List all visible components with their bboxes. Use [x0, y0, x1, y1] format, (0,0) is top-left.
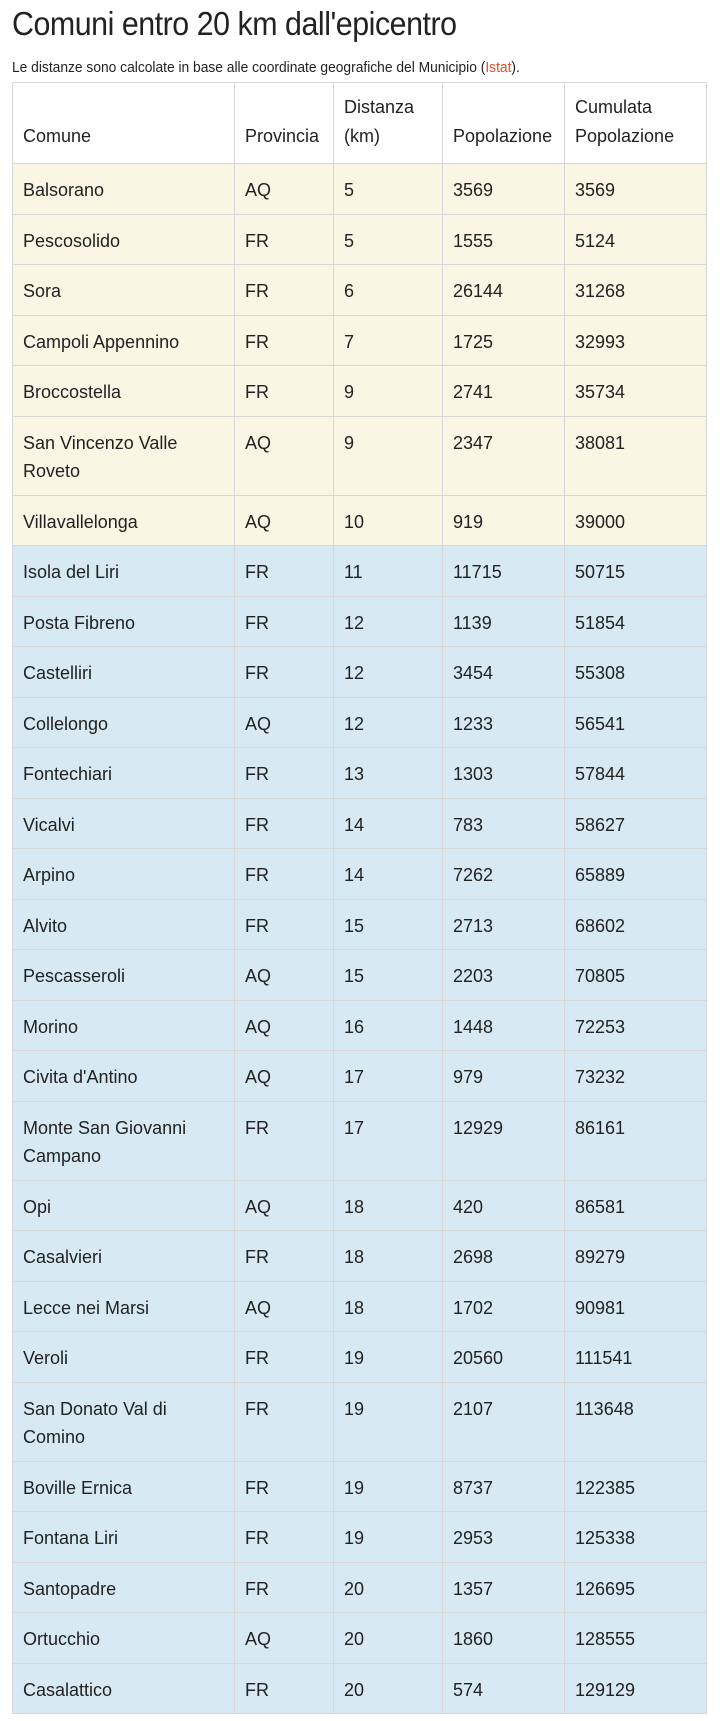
cell-popolazione: 1139 [443, 596, 565, 647]
cell-popolazione: 1555 [443, 214, 565, 265]
cell-provincia: FR [235, 748, 334, 799]
cell-cumulata: 35734 [565, 366, 707, 417]
cell-provincia: AQ [235, 1281, 334, 1332]
table-row [13, 1180, 707, 1231]
cell-provincia: FR [235, 315, 334, 366]
table-row [13, 416, 707, 495]
cell-comune: Fontechiari [13, 748, 235, 799]
cell-comune: Sora [13, 265, 235, 316]
cell-distanza: 16 [334, 1000, 443, 1051]
header-distanza: Distanza (km) [334, 83, 443, 164]
table-row [13, 214, 707, 265]
cell-popolazione: 1233 [443, 697, 565, 748]
table-row [13, 1613, 707, 1664]
cell-cumulata: 86161 [565, 1101, 707, 1180]
cell-distanza: 17 [334, 1101, 443, 1180]
cell-popolazione: 1303 [443, 748, 565, 799]
cell-comune: Posta Fibreno [13, 596, 235, 647]
cell-comune: Lecce nei Marsi [13, 1281, 235, 1332]
cell-popolazione: 2953 [443, 1512, 565, 1563]
cell-popolazione: 979 [443, 1051, 565, 1102]
subtitle-text: Le distanze sono calcolate in base alle coordinate geografiche del Municipio ( [12, 59, 486, 76]
cell-cumulata: 31268 [565, 265, 707, 316]
cell-comune: Civita d'Antino [13, 1051, 235, 1102]
cell-distanza: 14 [334, 798, 443, 849]
cell-distanza: 9 [334, 416, 443, 495]
cell-distanza: 19 [334, 1382, 443, 1461]
cell-popolazione: 1448 [443, 1000, 565, 1051]
table-row [13, 697, 707, 748]
cell-cumulata: 51854 [565, 596, 707, 647]
cell-distanza: 19 [334, 1512, 443, 1563]
cell-comune: Casalvieri [13, 1231, 235, 1282]
cell-distanza: 15 [334, 899, 443, 950]
cell-distanza: 18 [334, 1231, 443, 1282]
cell-provincia: AQ [235, 1051, 334, 1102]
cell-provincia: FR [235, 1101, 334, 1180]
cell-comune: Arpino [13, 849, 235, 900]
cell-popolazione: 2107 [443, 1382, 565, 1461]
cell-popolazione: 2698 [443, 1231, 565, 1282]
table-row [13, 1562, 707, 1613]
cell-cumulata: 5124 [565, 214, 707, 265]
table-body [13, 164, 707, 1714]
cell-popolazione: 2347 [443, 416, 565, 495]
cell-provincia: FR [235, 1663, 334, 1714]
cell-popolazione: 574 [443, 1663, 565, 1714]
cell-comune: Vicalvi [13, 798, 235, 849]
table-row [13, 164, 707, 215]
cell-distanza: 13 [334, 748, 443, 799]
cell-provincia: FR [235, 366, 334, 417]
comuni-table [12, 82, 707, 1714]
cell-popolazione: 420 [443, 1180, 565, 1231]
table-row [13, 950, 707, 1001]
cell-distanza: 17 [334, 1051, 443, 1102]
cell-comune: Morino [13, 1000, 235, 1051]
cell-provincia: AQ [235, 1613, 334, 1664]
cell-popolazione: 3454 [443, 647, 565, 698]
cell-cumulata: 32993 [565, 315, 707, 366]
table-row [13, 647, 707, 698]
cell-popolazione: 20560 [443, 1332, 565, 1383]
cell-distanza: 7 [334, 315, 443, 366]
cell-popolazione: 8737 [443, 1461, 565, 1512]
table-row [13, 899, 707, 950]
cell-distanza: 18 [334, 1281, 443, 1332]
table-row [13, 495, 707, 546]
table-row [13, 748, 707, 799]
cell-cumulata: 68602 [565, 899, 707, 950]
cell-cumulata: 111541 [565, 1332, 707, 1383]
cell-cumulata: 89279 [565, 1231, 707, 1282]
cell-cumulata: 56541 [565, 697, 707, 748]
cell-cumulata: 125338 [565, 1512, 707, 1563]
cell-provincia: FR [235, 1562, 334, 1613]
table-row [13, 1663, 707, 1714]
cell-comune: Boville Ernica [13, 1461, 235, 1512]
cell-distanza: 19 [334, 1461, 443, 1512]
table-row [13, 1281, 707, 1332]
cell-popolazione: 12929 [443, 1101, 565, 1180]
cell-distanza: 20 [334, 1613, 443, 1664]
cell-cumulata: 86581 [565, 1180, 707, 1231]
cell-cumulata: 122385 [565, 1461, 707, 1512]
cell-cumulata: 50715 [565, 546, 707, 597]
cell-distanza: 20 [334, 1663, 443, 1714]
table-row [13, 596, 707, 647]
header-provincia: Provincia [235, 83, 334, 164]
cell-distanza: 6 [334, 265, 443, 316]
table-header-row [13, 83, 707, 164]
cell-provincia: FR [235, 214, 334, 265]
cell-provincia: AQ [235, 950, 334, 1001]
cell-provincia: FR [235, 596, 334, 647]
cell-cumulata: 38081 [565, 416, 707, 495]
cell-comune: Opi [13, 1180, 235, 1231]
cell-distanza: 5 [334, 214, 443, 265]
table-row [13, 1231, 707, 1282]
cell-comune: Castelliri [13, 647, 235, 698]
cell-cumulata: 128555 [565, 1613, 707, 1664]
cell-provincia: FR [235, 1512, 334, 1563]
header-comune: Comune [13, 83, 235, 164]
subtitle-suffix: ). [511, 59, 520, 76]
cell-comune: Santopadre [13, 1562, 235, 1613]
cell-comune: Villavallelonga [13, 495, 235, 546]
cell-cumulata: 113648 [565, 1382, 707, 1461]
cell-comune: Campoli Appennino [13, 315, 235, 366]
cell-provincia: AQ [235, 164, 334, 215]
table-row [13, 1332, 707, 1383]
cell-distanza: 12 [334, 647, 443, 698]
table-row [13, 265, 707, 316]
cell-popolazione: 1357 [443, 1562, 565, 1613]
cell-provincia: AQ [235, 416, 334, 495]
cell-comune: Broccostella [13, 366, 235, 417]
cell-popolazione: 919 [443, 495, 565, 546]
cell-comune: Casalattico [13, 1663, 235, 1714]
cell-cumulata: 57844 [565, 748, 707, 799]
table-row [13, 546, 707, 597]
subtitle [12, 58, 652, 78]
cell-provincia: FR [235, 1231, 334, 1282]
cell-distanza: 14 [334, 849, 443, 900]
cell-popolazione: 26144 [443, 265, 565, 316]
cell-provincia: AQ [235, 495, 334, 546]
cell-popolazione: 7262 [443, 849, 565, 900]
cell-popolazione: 1725 [443, 315, 565, 366]
cell-popolazione: 783 [443, 798, 565, 849]
table-row [13, 1512, 707, 1563]
cell-distanza: 11 [334, 546, 443, 597]
cell-provincia: FR [235, 265, 334, 316]
cell-comune: Collelongo [13, 697, 235, 748]
cell-popolazione: 2741 [443, 366, 565, 417]
cell-comune: Monte San Giovanni Campano [13, 1101, 235, 1180]
table-row [13, 315, 707, 366]
cell-comune: Isola del Liri [13, 546, 235, 597]
cell-provincia: FR [235, 647, 334, 698]
cell-cumulata: 39000 [565, 495, 707, 546]
table-row [13, 1382, 707, 1461]
cell-comune: Balsorano [13, 164, 235, 215]
table-row [13, 1000, 707, 1051]
cell-distanza: 10 [334, 495, 443, 546]
cell-provincia: FR [235, 546, 334, 597]
cell-comune: Pescosolido [13, 214, 235, 265]
cell-popolazione: 11715 [443, 546, 565, 597]
cell-cumulata: 129129 [565, 1663, 707, 1714]
cell-provincia: AQ [235, 697, 334, 748]
cell-cumulata: 65889 [565, 849, 707, 900]
cell-distanza: 19 [334, 1332, 443, 1383]
cell-comune: Alvito [13, 899, 235, 950]
cell-distanza: 18 [334, 1180, 443, 1231]
cell-cumulata: 3569 [565, 164, 707, 215]
table-row [13, 798, 707, 849]
cell-provincia: AQ [235, 1180, 334, 1231]
cell-popolazione: 3569 [443, 164, 565, 215]
cell-cumulata: 58627 [565, 798, 707, 849]
cell-comune: Pescasseroli [13, 950, 235, 1001]
cell-distanza: 12 [334, 596, 443, 647]
table-row [13, 849, 707, 900]
cell-popolazione: 2203 [443, 950, 565, 1001]
cell-provincia: FR [235, 1382, 334, 1461]
cell-cumulata: 73232 [565, 1051, 707, 1102]
table-row [13, 1051, 707, 1102]
cell-provincia: AQ [235, 1000, 334, 1051]
cell-cumulata: 90981 [565, 1281, 707, 1332]
page-title: Comuni entro 20 km dall'epicentro [12, 5, 457, 42]
cell-distanza: 15 [334, 950, 443, 1001]
cell-distanza: 12 [334, 697, 443, 748]
cell-comune: San Donato Val di Comino [13, 1382, 235, 1461]
cell-popolazione: 2713 [443, 899, 565, 950]
cell-provincia: FR [235, 1332, 334, 1383]
istat-link[interactable]: Istat [485, 59, 512, 76]
cell-comune: San Vincenzo Valle Roveto [13, 416, 235, 495]
cell-cumulata: 126695 [565, 1562, 707, 1613]
cell-provincia: FR [235, 849, 334, 900]
table-row [13, 366, 707, 417]
header-popolazione: Popolazione [443, 83, 565, 164]
cell-comune: Ortucchio [13, 1613, 235, 1664]
cell-cumulata: 70805 [565, 950, 707, 1001]
cell-comune: Veroli [13, 1332, 235, 1383]
cell-popolazione: 1860 [443, 1613, 565, 1664]
table-row [13, 1461, 707, 1512]
cell-cumulata: 72253 [565, 1000, 707, 1051]
cell-popolazione: 1702 [443, 1281, 565, 1332]
cell-provincia: FR [235, 1461, 334, 1512]
cell-provincia: FR [235, 899, 334, 950]
cell-distanza: 9 [334, 366, 443, 417]
cell-cumulata: 55308 [565, 647, 707, 698]
cell-comune: Fontana Liri [13, 1512, 235, 1563]
cell-distanza: 20 [334, 1562, 443, 1613]
header-cumulata: Cumulata Popolazione [565, 83, 707, 164]
cell-provincia: FR [235, 798, 334, 849]
table-row [13, 1101, 707, 1180]
cell-distanza: 5 [334, 164, 443, 215]
